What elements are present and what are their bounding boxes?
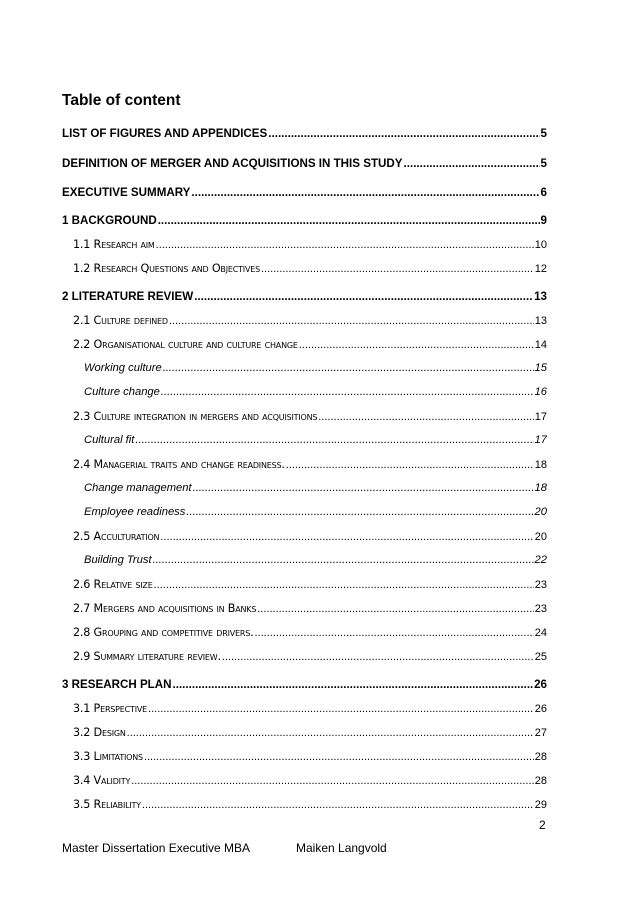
- toc-entry-page: 9: [540, 214, 547, 227]
- toc-leader: [299, 339, 534, 351]
- toc-entry-page: 26: [534, 678, 547, 691]
- toc-entry-text: 2.1 Culture defined: [73, 314, 168, 327]
- toc-entry-text: 3.2 Design: [73, 726, 126, 739]
- toc-leader: [158, 214, 540, 227]
- toc-entry[interactable]: [73, 410, 547, 423]
- toc-entry[interactable]: [73, 314, 547, 327]
- toc-leader: [318, 411, 534, 423]
- toc-entry-text: 2.6 Relative size: [73, 578, 153, 591]
- toc-entry[interactable]: [73, 578, 547, 591]
- toc-entry[interactable]: [62, 157, 547, 170]
- toc-entry[interactable]: [73, 338, 547, 351]
- footer-document-title: Master Dissertation Executive MBA: [62, 841, 251, 855]
- toc-entry-text: 1.1 Research aim: [73, 238, 155, 251]
- footer-page-number: 2: [539, 818, 546, 832]
- toc-entry-text: 2.5 Acculturation: [73, 530, 160, 543]
- toc-leader: [127, 727, 534, 739]
- toc-entry-text: 2.3 Culture integration in mergers and acquisitions: [73, 410, 318, 423]
- toc-entry-page: 20: [534, 506, 547, 518]
- toc-entry-text: Change management: [84, 482, 192, 494]
- toc-entry-text: 3 RESEARCH PLAN: [62, 678, 172, 691]
- toc-entry-page: 29: [534, 799, 547, 811]
- toc-entry-text: 2.2 Organisational culture and culture change: [73, 338, 298, 351]
- toc-entry[interactable]: [84, 386, 547, 398]
- toc-entry[interactable]: [73, 798, 547, 811]
- toc-entry[interactable]: [73, 626, 547, 639]
- toc-leader: [261, 263, 534, 275]
- toc-entry-page: 18: [534, 459, 547, 471]
- toc-entry[interactable]: [84, 482, 547, 494]
- toc-leader: [173, 678, 534, 691]
- toc-entry-page: 16: [534, 386, 547, 398]
- toc-leader: [148, 703, 534, 715]
- toc-leader: [156, 239, 534, 251]
- toc-leader: [186, 506, 533, 518]
- toc-entry[interactable]: [73, 602, 547, 615]
- toc-leader: [144, 751, 534, 763]
- toc-entry[interactable]: [62, 290, 547, 303]
- toc-leader: [257, 603, 534, 615]
- toc-entry-page: 25: [534, 651, 547, 663]
- toc-entry-page: 15: [534, 362, 547, 374]
- toc-entry-text: 3.1 Perspective: [73, 702, 148, 715]
- toc-leader: [286, 459, 534, 471]
- toc-entry-text: Employee readiness: [84, 506, 186, 518]
- toc-entry-text: EXECUTIVE SUMMARY: [62, 186, 191, 199]
- toc-entry-page: 26: [534, 703, 547, 715]
- toc-leader: [191, 186, 539, 199]
- toc-leader: [268, 127, 539, 140]
- toc-leader: [169, 315, 534, 327]
- toc-entry[interactable]: [84, 554, 547, 566]
- toc-entry[interactable]: [73, 530, 547, 543]
- toc-leader: [222, 651, 534, 663]
- toc-entry-text: 2 LITERATURE REVIEW: [62, 290, 194, 303]
- toc-entry[interactable]: [73, 262, 547, 275]
- toc-entry-text: 1.2 Research Questions and Objectives: [73, 262, 260, 275]
- toc-entry[interactable]: [73, 238, 547, 251]
- toc-entry-text: 3.5 Reliability: [73, 798, 141, 811]
- toc-entry[interactable]: [62, 214, 547, 227]
- toc-entry-page: 27: [534, 727, 547, 739]
- toc-entry[interactable]: [62, 186, 547, 199]
- toc-entry-page: 23: [534, 603, 547, 615]
- footer-author: Maiken Langvold: [296, 841, 387, 855]
- toc-entry[interactable]: [73, 750, 547, 763]
- toc-entry[interactable]: [62, 127, 547, 140]
- toc-entry-text: 3.4 Validity: [73, 774, 131, 787]
- toc-entry[interactable]: [73, 650, 547, 663]
- toc-entry-page: 17: [534, 434, 547, 446]
- toc-leader: [135, 434, 533, 446]
- toc-leader: [254, 627, 533, 639]
- toc-entry-text: 2.8 Grouping and competitive drivers.: [73, 626, 254, 639]
- toc-entry-text: 2.7 Mergers and acquisitions in Banks: [73, 602, 257, 615]
- toc-leader: [404, 157, 540, 170]
- toc-entry[interactable]: [73, 458, 547, 471]
- toc-entry-page: 6: [540, 186, 547, 199]
- toc-entry[interactable]: [62, 678, 547, 691]
- toc-leader: [142, 799, 534, 811]
- toc-entry-page: 14: [534, 339, 547, 351]
- toc-entry-page: 13: [534, 290, 547, 303]
- toc-entry-page: 24: [534, 627, 547, 639]
- toc-leader: [161, 386, 534, 398]
- toc-leader: [160, 531, 533, 543]
- toc-entry-page: 20: [534, 531, 547, 543]
- toc-entry-text: Working culture: [84, 362, 162, 374]
- toc-entry-text: Cultural fit: [84, 434, 135, 446]
- toc-entry-page: 22: [534, 554, 547, 566]
- toc-entry[interactable]: [84, 362, 547, 374]
- toc-entry-text: DEFINITION OF MERGER AND ACQUISITIONS IN THIS STUDY: [62, 157, 403, 170]
- toc-entry-text: LIST OF FIGURES AND APPENDICES: [62, 127, 268, 140]
- toc-entry-page: 28: [534, 751, 547, 763]
- toc-entry-text: 1 BACKGROUND: [62, 214, 157, 227]
- toc-entry[interactable]: [73, 702, 547, 715]
- toc-leader: [131, 775, 534, 787]
- toc-leader: [194, 290, 533, 303]
- toc-entry-page: 12: [534, 263, 547, 275]
- toc-entry-page: 18: [534, 482, 547, 494]
- toc-entry-page: 23: [534, 579, 547, 591]
- toc-entry-page: 5: [540, 127, 547, 140]
- toc-entry-text: 2.9 Summary literature review.: [73, 650, 221, 663]
- toc-entry[interactable]: [73, 726, 547, 739]
- toc-entry-text: Building Trust: [84, 554, 152, 566]
- toc-entry-text: Culture change: [84, 386, 160, 398]
- toc-leader: [154, 579, 534, 591]
- toc-entry-text: 2.4 Managerial traits and change readiness.: [73, 458, 285, 471]
- toc-entry-page: 13: [534, 315, 547, 327]
- toc-entry[interactable]: [84, 434, 547, 446]
- toc-entry[interactable]: [84, 506, 547, 518]
- toc-entry-page: 10: [534, 239, 547, 251]
- toc-entry-text: 3.3 Limitations: [73, 750, 143, 763]
- toc-leader: [193, 482, 534, 494]
- toc-entry-page: 28: [534, 775, 547, 787]
- toc-title: Table of content: [62, 92, 181, 109]
- toc-entry-page: 17: [534, 411, 547, 423]
- toc-leader: [153, 554, 534, 566]
- toc-leader: [163, 362, 534, 374]
- toc-entry-page: 5: [540, 157, 547, 170]
- toc-entry[interactable]: [73, 774, 547, 787]
